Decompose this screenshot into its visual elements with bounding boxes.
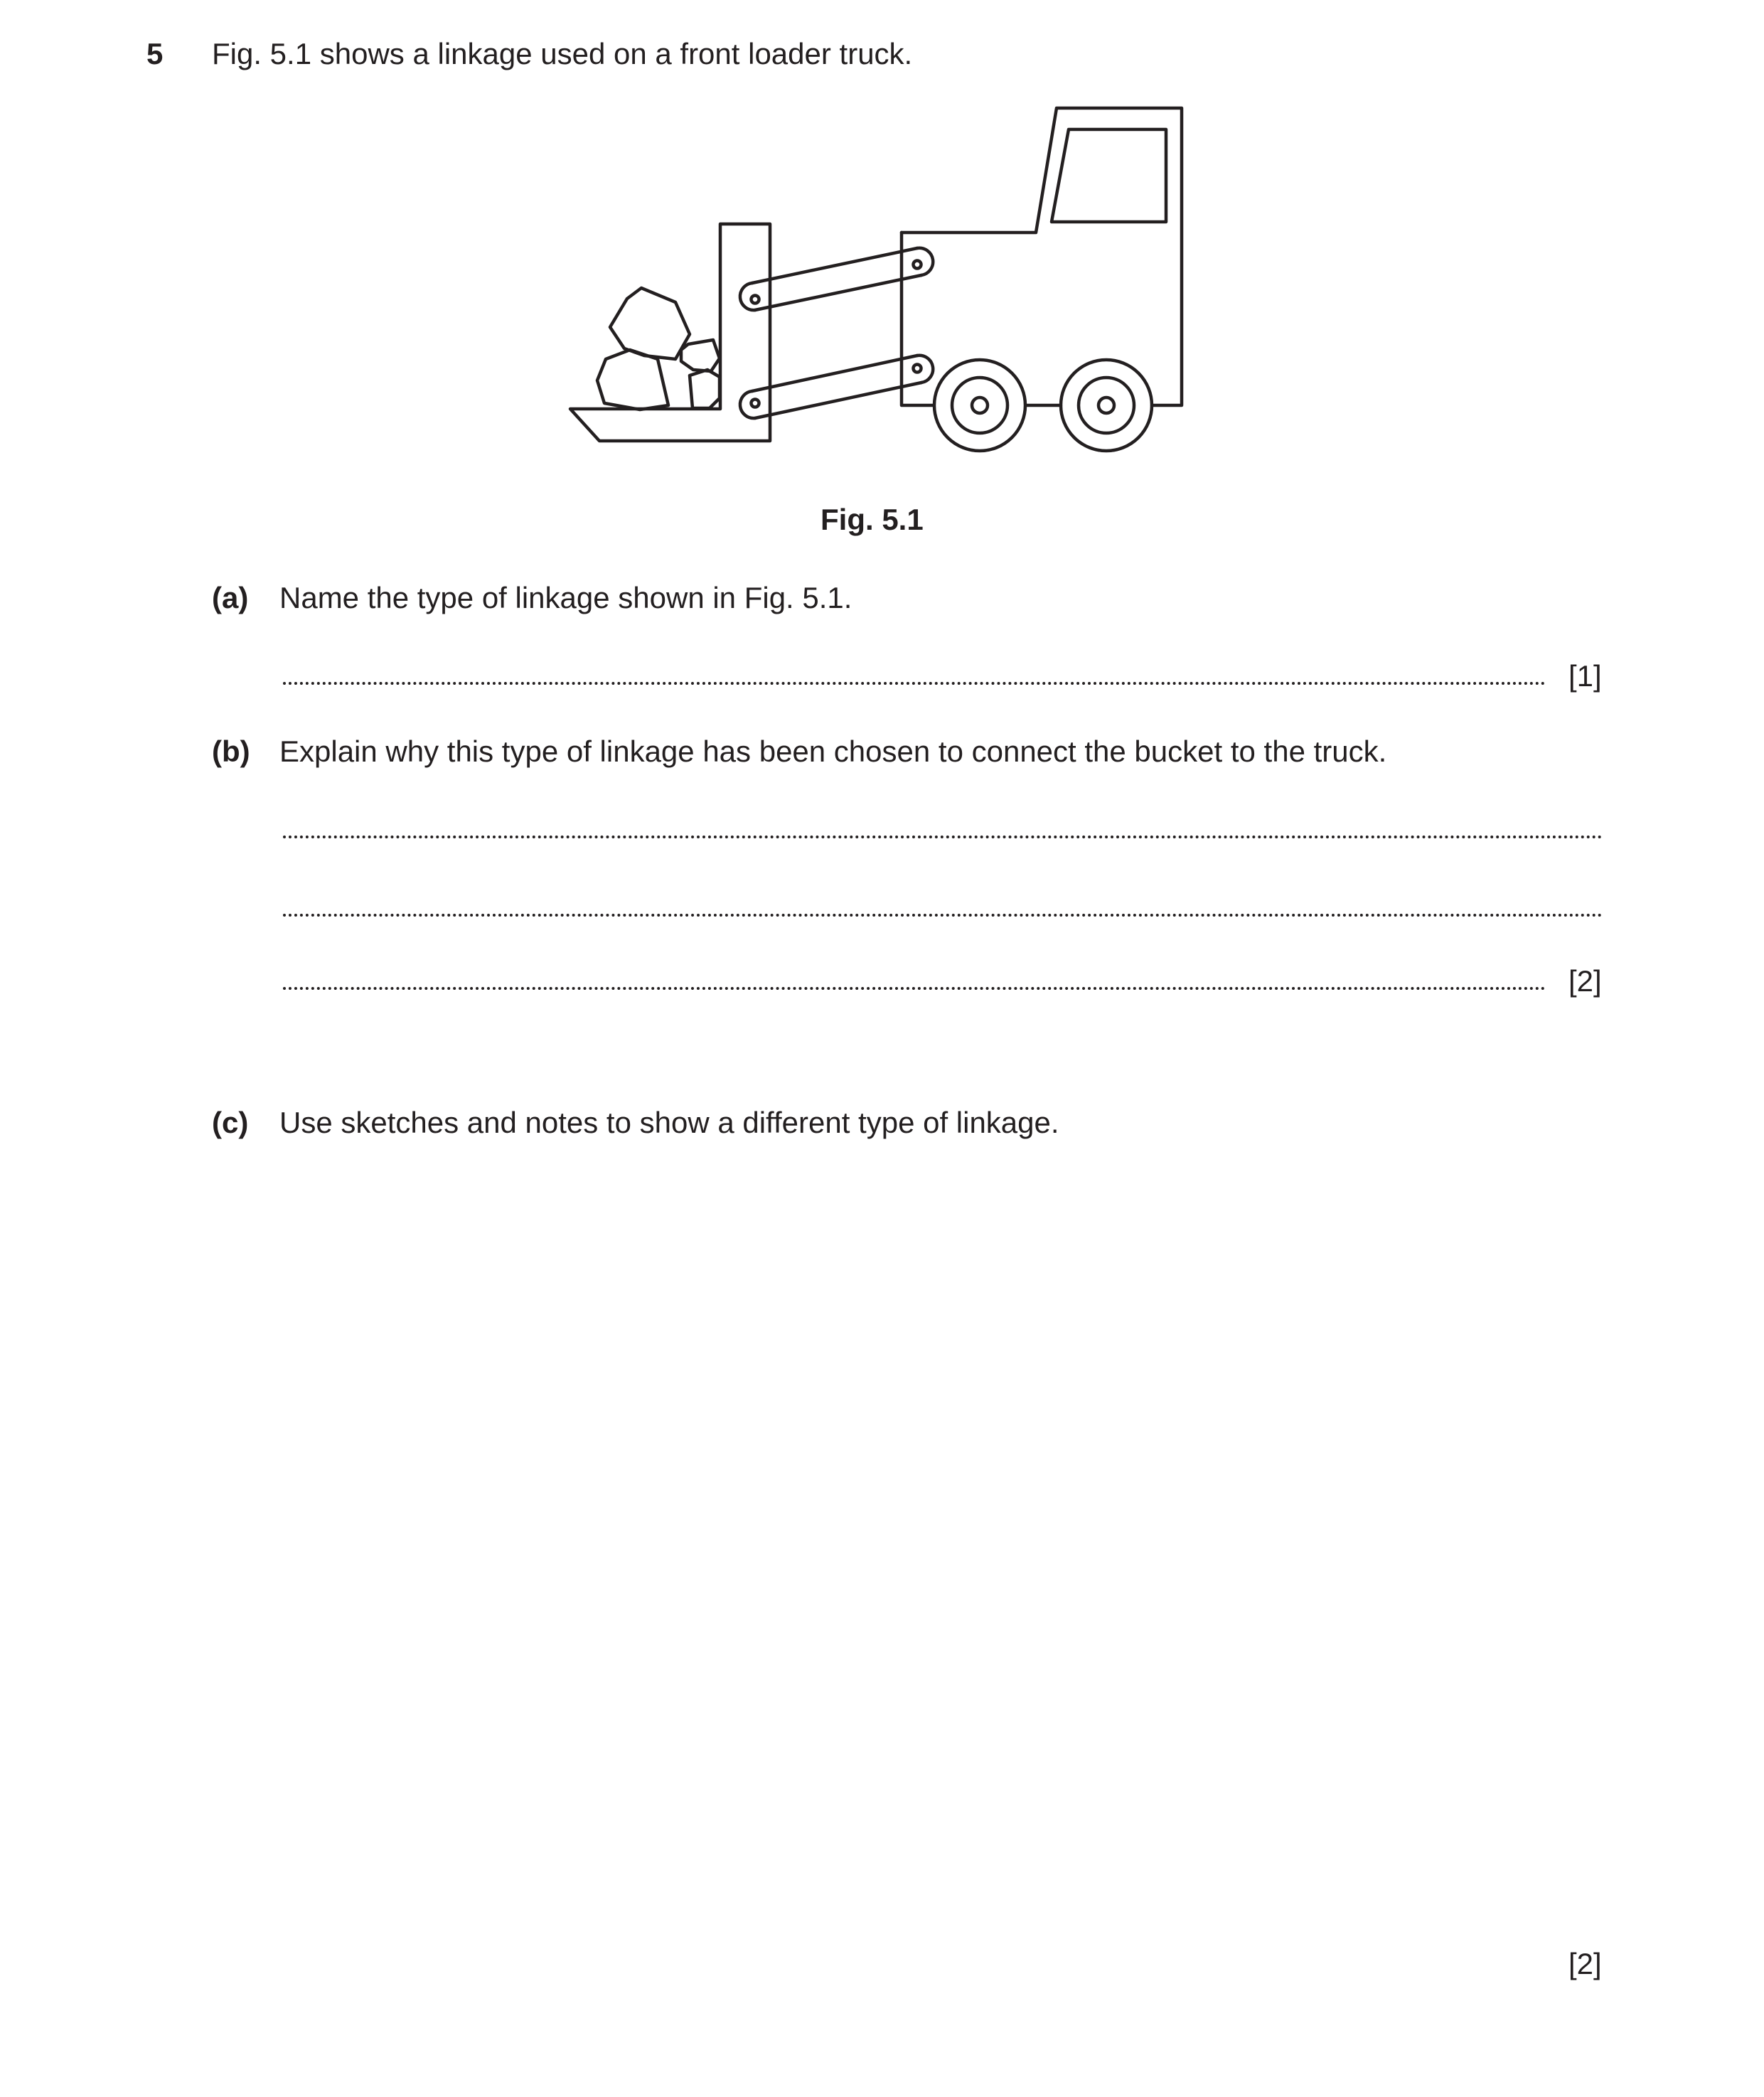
front-wheel [934,360,1025,451]
part-c-label: (c) [212,1106,249,1139]
question-stem: Fig. 5.1 shows a linkage used on a front loader truck. [212,37,913,70]
cab-window [1052,129,1166,222]
answer-line-a[interactable] [283,682,1546,685]
sketch-area[interactable] [279,1159,1602,1927]
answer-line-b2[interactable] [283,914,1603,917]
rock-small-top [681,340,720,371]
front-loader-truck-drawing [562,100,1202,469]
part-b-question: Explain why this type of linkage has been chosen to connect the bucket to the truck. [279,735,1387,768]
rock-large [610,288,690,359]
part-c-marks: [2] [1568,1947,1602,1980]
answer-line-b3[interactable] [283,987,1546,990]
rock-bottom [597,350,668,410]
question-number: 5 [146,37,164,70]
rock-small-bottom [690,370,720,408]
part-a-label: (a) [212,581,249,614]
part-a-marks: [1] [1568,659,1602,693]
rear-wheel [1061,360,1152,451]
answer-line-b1[interactable] [283,836,1603,838]
truck-body [902,108,1182,405]
part-c-question: Use sketches and notes to show a different type of linkage. [279,1106,1059,1139]
part-b-marks: [2] [1568,964,1602,998]
part-b-label: (b) [212,735,250,768]
part-a-question: Name the type of linkage shown in Fig. 5.1. [279,581,852,614]
figure-caption: Fig. 5.1 [820,503,924,536]
